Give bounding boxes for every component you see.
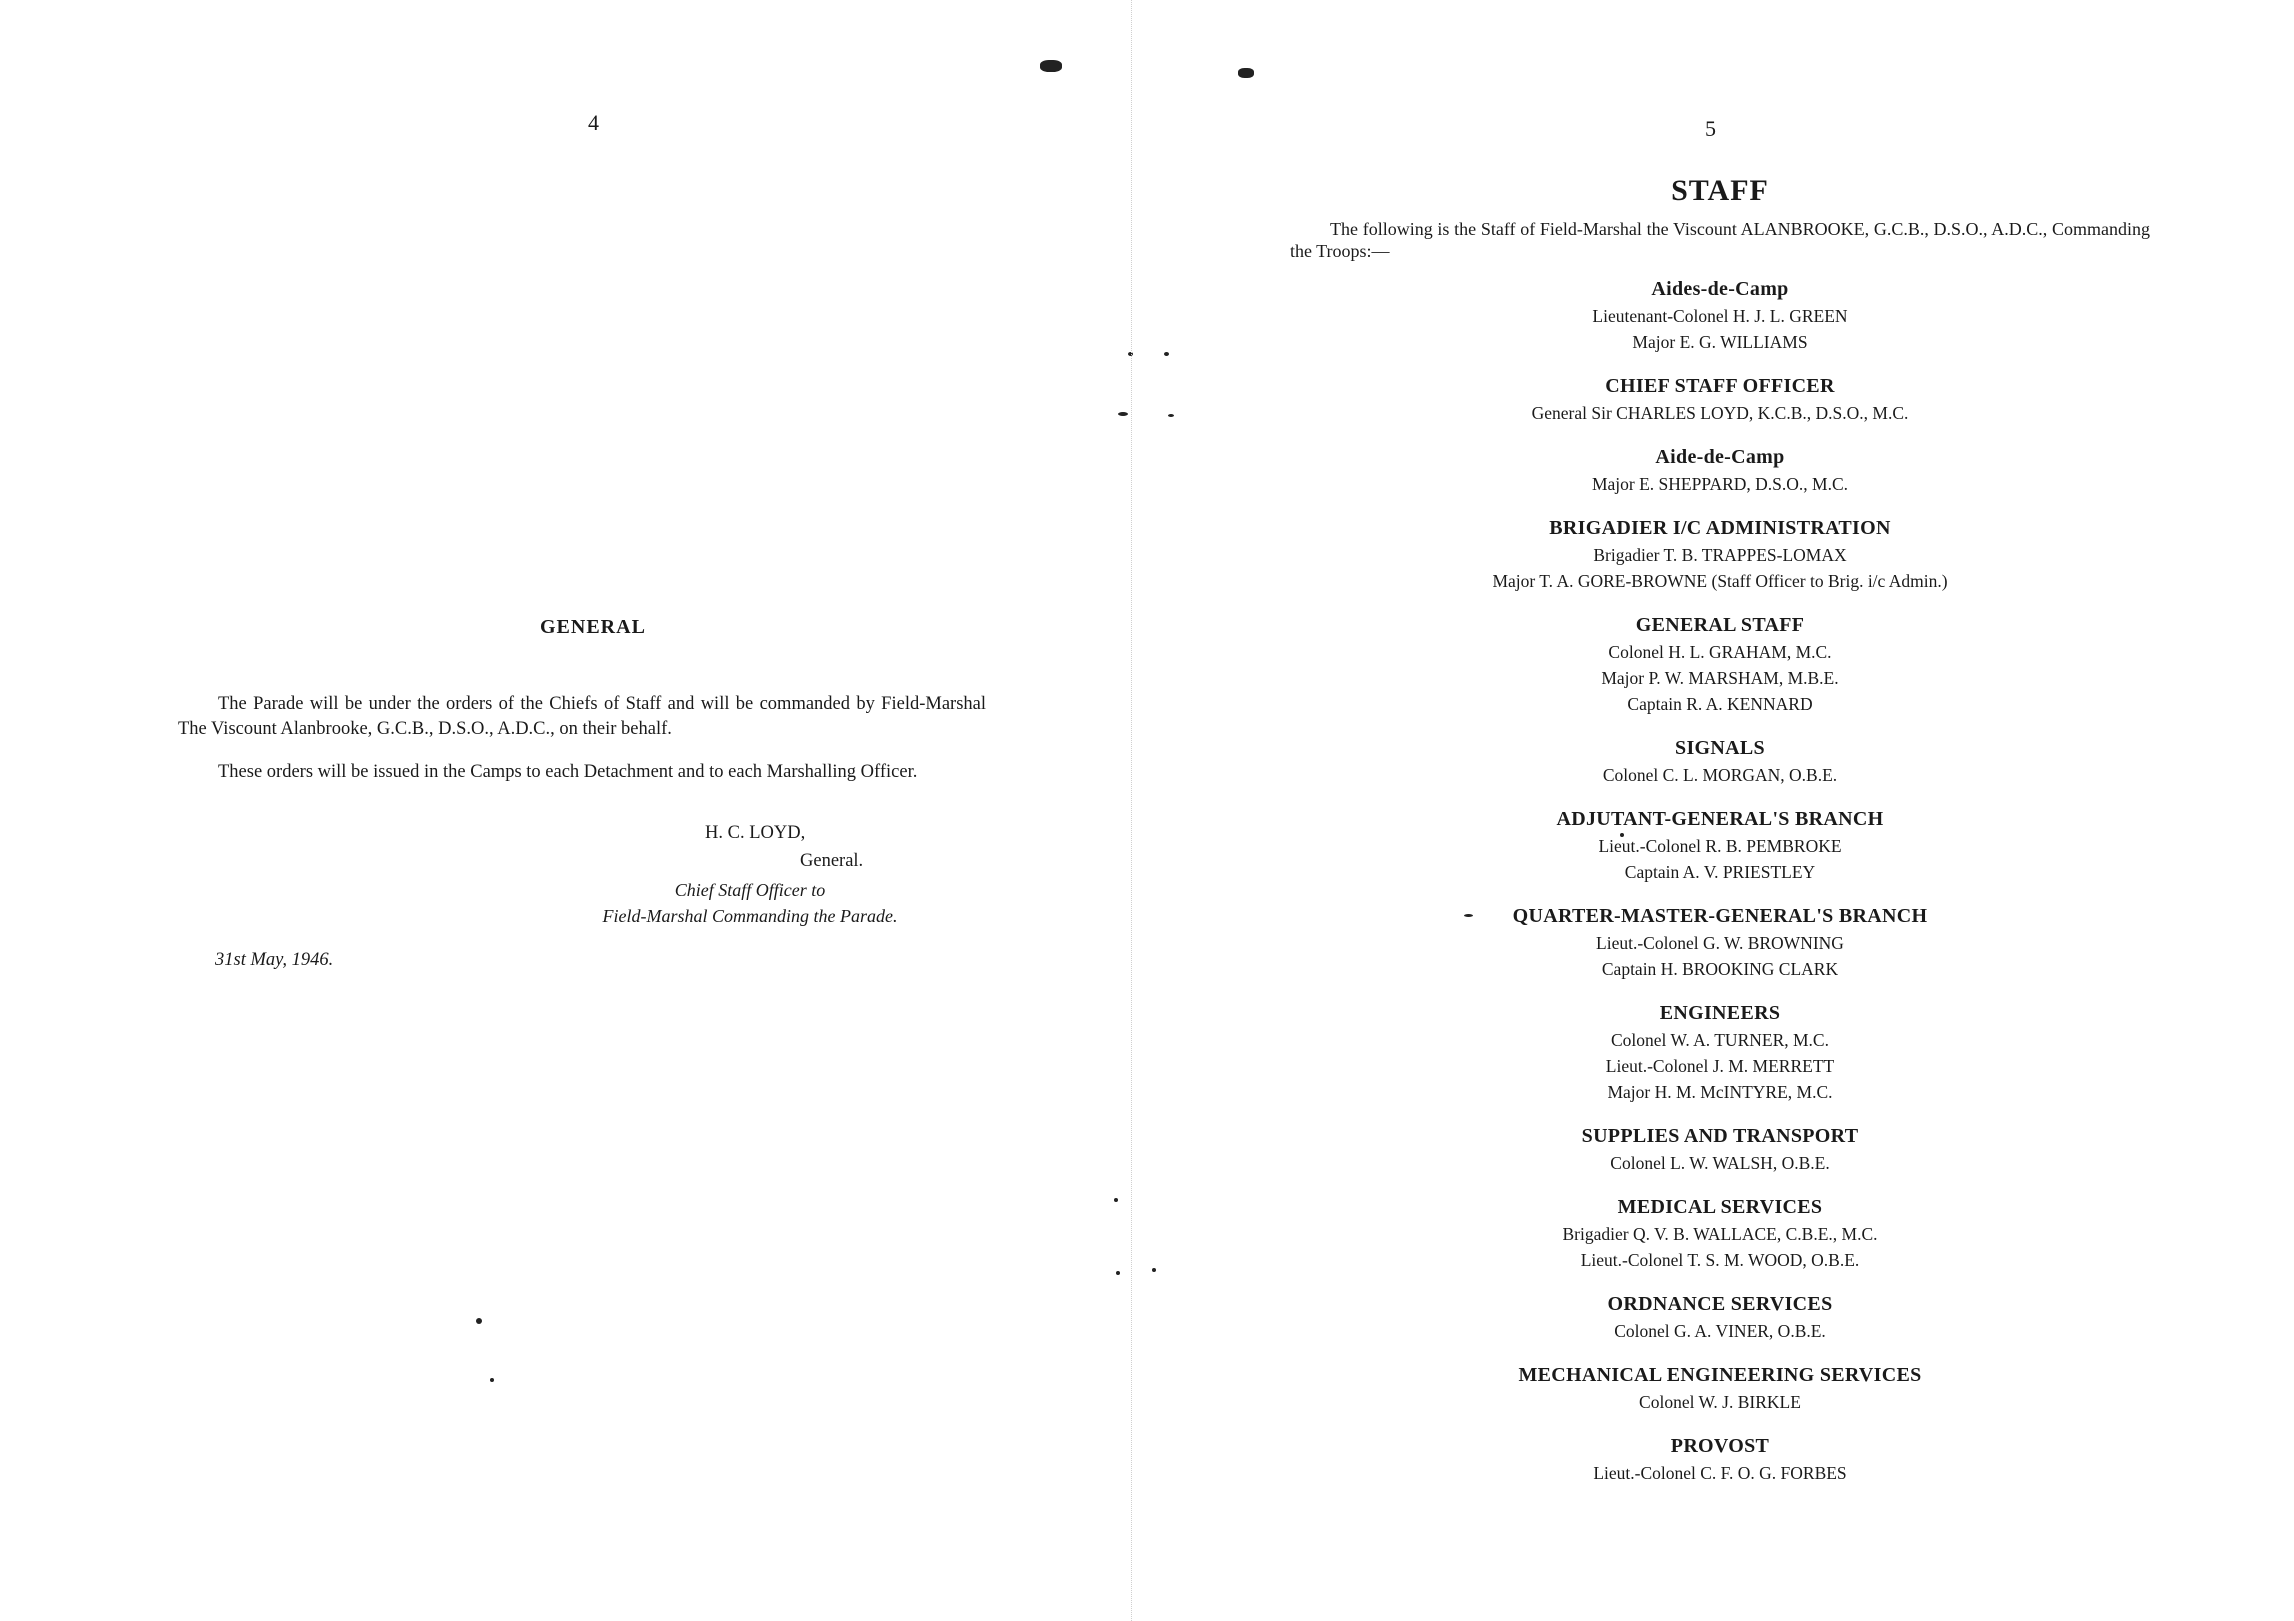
- page-title: STAFF: [1671, 174, 1769, 207]
- staff-section-heading: PROVOST: [1670, 1435, 1770, 1457]
- signatory-role: [510, 877, 990, 929]
- staff-section-heading: GENERAL STAFF: [1635, 614, 1805, 636]
- staff-section: [1280, 1432, 2160, 1486]
- staff-member: Colonel W. A. TURNER, M.C.: [1611, 1030, 1829, 1050]
- signatory-role-line: Field-Marshal Commanding the Parade.: [602, 906, 898, 926]
- staff-member: Lieut.-Colonel R. B. PEMBROKE: [1598, 836, 1842, 856]
- staff-section: [1280, 902, 2160, 982]
- scan-speck: [476, 1318, 482, 1324]
- scan-speck: [1114, 1198, 1118, 1202]
- staff-member: Lieut.-Colonel J. M. MERRETT: [1605, 1056, 1835, 1076]
- scan-speck: [1040, 60, 1062, 72]
- staff-section: [1280, 372, 2160, 426]
- staff-member: Major H. M. McINTYRE, M.C.: [1607, 1082, 1833, 1102]
- staff-member: Captain R. A. KENNARD: [1627, 694, 1813, 714]
- staff-section-heading: BRIGADIER I/C ADMINISTRATION: [1549, 517, 1891, 539]
- staff-member: Colonel W. J. BIRKLE: [1639, 1392, 1801, 1412]
- staff-member: Lieut.-Colonel C. F. O. G. FORBES: [1593, 1463, 1847, 1483]
- staff-section: [1280, 443, 2160, 497]
- scan-speck: [1116, 1271, 1120, 1275]
- staff-section-heading: ADJUTANT-GENERAL'S BRANCH: [1556, 808, 1884, 830]
- staff-member: Lieutenant-Colonel H. J. L. GREEN: [1592, 306, 1848, 326]
- staff-sections: [1280, 275, 2160, 1503]
- staff-section-heading: SUPPLIES AND TRANSPORT: [1581, 1125, 1859, 1147]
- scan-speck: [1118, 412, 1128, 416]
- staff-section: [1280, 275, 2160, 355]
- staff-member: Lieut.-Colonel T. S. M. WOOD, O.B.E.: [1580, 1250, 1860, 1270]
- staff-section: [1280, 734, 2160, 788]
- scan-speck: [490, 1378, 494, 1382]
- staff-section-heading: CHIEF STAFF OFFICER: [1605, 375, 1835, 397]
- signatory-rank: General.: [800, 851, 864, 871]
- staff-member: Colonel C. L. MORGAN, O.B.E.: [1602, 765, 1838, 785]
- staff-member: Captain A. V. PRIESTLEY: [1624, 862, 1816, 882]
- signatory-role-line: Chief Staff Officer to: [674, 880, 826, 900]
- staff-section-heading: QUARTER-MASTER-GENERAL'S BRANCH: [1512, 905, 1928, 927]
- staff-section: [1280, 805, 2160, 885]
- staff-member: General Sir CHARLES LOYD, K.C.B., D.S.O., M.C.: [1531, 403, 1909, 423]
- staff-member: Brigadier Q. V. B. WALLACE, C.B.E., M.C.: [1562, 1224, 1878, 1244]
- document-date: 31st May, 1946.: [215, 950, 334, 970]
- staff-member: Major E. SHEPPARD, D.S.O., M.C.: [1591, 474, 1849, 494]
- staff-member: Lieut.-Colonel G. W. BROWNING: [1596, 933, 1844, 953]
- staff-section-heading: ORDNANCE SERVICES: [1607, 1293, 1833, 1315]
- staff-section: [1280, 611, 2160, 717]
- staff-member: Colonel H. L. GRAHAM, M.C.: [1608, 642, 1832, 662]
- staff-member: Brigadier T. B. TRAPPES-LOMAX: [1593, 545, 1847, 565]
- staff-section-heading: ENGINEERS: [1659, 1002, 1781, 1024]
- paragraph: The Parade will be under the orders of the Chiefs of Staff and will be commanded by Field-Marshal The Viscount Alanbrooke, G.C.B., D.S.O., A.D.C., on their behalf.: [178, 694, 986, 739]
- staff-member: Colonel L. W. WALSH, O.B.E.: [1610, 1153, 1830, 1173]
- staff-section-heading: MECHANICAL ENGINEERING SERVICES: [1518, 1364, 1922, 1386]
- page-number: 4: [588, 110, 599, 135]
- staff-section-heading: SIGNALS: [1675, 737, 1765, 759]
- staff-member: Major P. W. MARSHAM, M.B.E.: [1601, 668, 1839, 688]
- page-number: 5: [1705, 116, 1716, 141]
- staff-section: [1280, 1361, 2160, 1415]
- staff-member: Major E. G. WILLIAMS: [1632, 332, 1808, 352]
- staff-member: Colonel G. A. VINER, O.B.E.: [1614, 1321, 1826, 1341]
- staff-member: Captain H. BROOKING CLARK: [1601, 959, 1839, 979]
- staff-section-heading: Aides-de-Camp: [1651, 278, 1789, 300]
- page-fold: [1131, 0, 1132, 1621]
- staff-section: [1280, 514, 2160, 594]
- staff-section: [1280, 1193, 2160, 1273]
- staff-section-heading: Aide-de-Camp: [1655, 446, 1785, 468]
- staff-section: [1280, 1290, 2160, 1344]
- signatory-name: H. C. LOYD,: [705, 823, 806, 843]
- section-heading: GENERAL: [540, 616, 646, 638]
- staff-member: Major T. A. GORE-BROWNE (Staff Officer to Brig. i/c Admin.): [1492, 571, 1948, 591]
- staff-section: [1280, 999, 2160, 1105]
- staff-section: [1280, 1122, 2160, 1176]
- intro-paragraph: The following is the Staff of Field-Marshal the Viscount ALANBROOKE, G.C.B., D.S.O., A.D.C., Commanding the Troops:—: [1290, 219, 2150, 261]
- scan-speck: [1152, 1268, 1156, 1272]
- staff-section-heading: MEDICAL SERVICES: [1617, 1196, 1823, 1218]
- scan-speck: [1164, 352, 1169, 356]
- paragraph: These orders will be issued in the Camps to each Detachment and to each Marshalling Officer.: [218, 762, 918, 782]
- scan-speck: [1238, 68, 1254, 78]
- scan-speck: [1168, 414, 1174, 417]
